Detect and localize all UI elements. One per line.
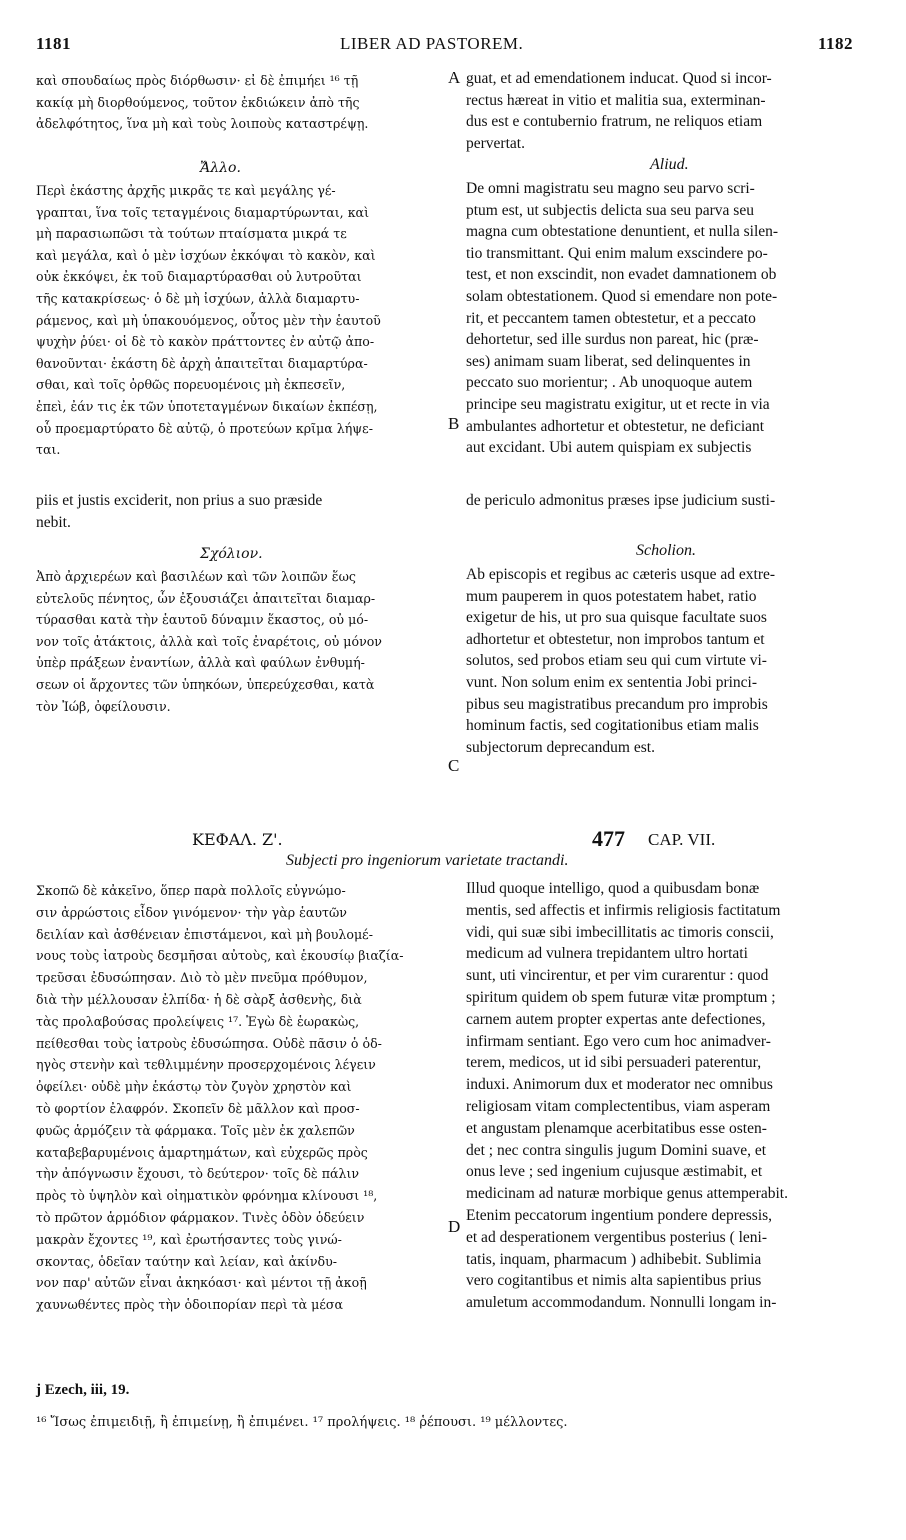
text-line: magna cum obtestatione denuntient, et nulla silen-	[466, 223, 779, 241]
text-line: mum pauperem in quos potestatem habet, ratio	[466, 587, 757, 605]
text-line: σθαι, καὶ τοῖς ὀρθῶς πορευομένοις μὴ ἐκπεσεῖν,	[36, 377, 346, 393]
text-line: οὗ προεμαρτύρατο δὲ αὐτῷ, ὁ προτεύων κρῖμα λήψε-	[36, 420, 373, 436]
text-line: τὰς προλαβούσας προλείψεις ¹⁷. Ἐγὼ δὲ ἑωρακὼς,	[36, 1013, 360, 1029]
text-line: ἀδελφότητος, ἵνα μὴ καὶ τοὺς λοιποὺς καταστρέψῃ.	[36, 116, 369, 132]
text-line: spiritum quidem ob spem futuræ vitæ promptum ;	[466, 988, 776, 1006]
text-line: Σκοπῶ δὲ κἀκεῖνο, ὅπερ παρὰ πολλοῖς εὐγνώμο-	[36, 883, 346, 898]
text-line: pibus seu magistratibus precandum pro improbis	[466, 695, 768, 713]
text-line: καταβεβαρυμένοις ἁμαρτημάτων, καὶ εὐχερῶς πρὸς	[36, 1144, 368, 1160]
latin-aliud-title: Aliud.	[650, 156, 689, 173]
text-line: principe seu magistratu exigitur, ut et recte in via	[466, 395, 770, 413]
text-line: rit, et peccantem tamen obtestetur, et a peccato	[466, 309, 756, 327]
text-line: onus leve ; sed ingenium cujusque æstimabit, et	[466, 1163, 763, 1181]
text-line: τὴν ἀπόγνωσιν ἔχουσι, τὸ δεύτερον· τοῖς δὲ πάλιν	[36, 1166, 360, 1182]
text-line: ambulantes adhortetur et obtestetur, ne deficiant	[466, 417, 765, 435]
text-line: carnem autem propter expertas ante defectiones,	[466, 1010, 766, 1028]
text-line: vidi, qui suæ sibi imbecillitatis ac timoris conscii,	[466, 923, 774, 941]
text-line: καὶ σπουδαίως πρὸς διόρθωσιν· εἰ δὲ ἐπιμήει ¹⁶ τῇ	[36, 73, 359, 88]
text-line: sunt, uti vincirentur, et per vim curarentur : quod	[466, 967, 769, 985]
text-line: ψυχὴν ῥύει· οἱ δὲ τὸ κακὸν πράττοντες ἐν αὐτῷ ἀπο-	[36, 334, 375, 350]
latin-scholion-column	[466, 564, 870, 758]
text-line: Ab episcopis et regibus ac cæteris usque ad extre-	[466, 566, 776, 583]
text-line: medicum ad vulnera trepidantem ultro hortati	[466, 945, 748, 963]
margin-marker-c: C	[448, 756, 460, 775]
footnote-latin-reference: j Ezech, iii, 19.	[36, 1382, 130, 1398]
text-line: νον τοῖς ἀτάκτοις, ἀλλὰ καὶ τοῖς ἐναρέτοις, οὐ μόνον	[36, 633, 382, 649]
text-line: ὀφείλει· οὐδὲ μὴν ἑκάστῳ τὸν ζυγὸν χρηστὸν καὶ	[36, 1079, 352, 1095]
text-line: det ; nec contra singulis jugum Domini suave, et	[466, 1141, 767, 1159]
text-line: adhortetur et obtestetur, non improbos tantum et	[466, 630, 765, 648]
text-line: induxi. Animorum dux et moderator nec omnibus	[466, 1076, 773, 1094]
page-number-right: 1182	[818, 34, 854, 53]
text-line: pervertat.	[466, 134, 525, 152]
text-line: vunt. Non solum enim ex sententia Jobi princi-	[466, 673, 758, 691]
chapter-greek-heading: ΚΕΦΑΛ. Ζ'.	[192, 830, 283, 849]
latin-top-column	[466, 68, 870, 154]
greek-chapter-column	[36, 880, 446, 1316]
text-line: Etenim peccatorum ingentium pondere depressis,	[466, 1206, 773, 1224]
text-line: hominum factis, sed cogitationibus etiam malis	[466, 717, 759, 735]
text-line: terem, medicos, ut id sibi persuaderi paterentur,	[466, 1054, 762, 1072]
text-line: τὸν Ἰώβ, ὀφείλουσιν.	[36, 698, 171, 714]
text-line: solam obtestationem. Quod si emendare non pote-	[466, 287, 778, 305]
text-line: subjectorum deprecandum est.	[466, 738, 655, 756]
greek-scholion-column	[36, 566, 446, 717]
margin-marker-b: B	[448, 414, 460, 433]
text-line: tatis, inquam, pharmacum ) adhibebit. Sublimia	[466, 1250, 762, 1268]
text-line: De omni magistratu seu magno seu parvo scri-	[466, 180, 755, 197]
text-line: τῆς κατακρίσεως· ὁ δὲ μὴ ἰσχύων, ἀλλὰ διαμαρτυ-	[36, 290, 360, 306]
text-line: οὐκ ἐκκόψει, ἐκ τοῦ διαμαρτύρασθαι οὐ λυτροῦται	[36, 269, 362, 285]
text-line: τὸ πρῶτον ἁρμόδιον φάρμακον. Τινὲς ὁδὸν ὁδεύειν	[36, 1209, 365, 1225]
text-line: mentis, sed affectis et infirmis religiosis factitatum	[466, 901, 781, 919]
text-line: πείθεσθαι τοὺς ἰατροὺς ἐδυσώπησα. Οὐδὲ πᾶσιν ὁ ὁδ-	[36, 1035, 382, 1051]
text-line: τὸ φορτίον ἐλαφρόν. Σκοπεῖν δὲ μᾶλλον καὶ προσ-	[36, 1100, 360, 1116]
greek-allo-column	[36, 180, 446, 461]
text-line: dehortetur, sed ille surdus non pareat, hic (præ-	[466, 331, 759, 349]
chapter-subtitle: Subjecti pro ingeniorum varietate tractandi.	[286, 852, 569, 869]
greek-allo-title: Ἄλλο.	[200, 160, 241, 176]
text-line: guat, et ad emendationem inducat. Quod si incor-	[466, 70, 772, 87]
text-line: religiosam vitam complectentibus, viam asperam	[466, 1097, 771, 1115]
text-line: εὐτελοῦς πένητος, ὧν ἐξουσιάζει ἀπαιτεῖται διαμαρ-	[36, 590, 376, 606]
span-line-right: de periculo admonitus præses ipse judicium susti-	[466, 492, 776, 509]
text-line: τύρασθαι κατὰ τὴν ἑαυτοῦ δύναμιν ἕκαστος, οὐ μό-	[36, 612, 369, 628]
text-line: ται.	[36, 442, 61, 458]
margin-marker-a: A	[448, 68, 461, 87]
text-line: τρεῦσαι ἐδυσώπησαν. Διὸ τὸ μὲν πνεῦμα πρόθυμον,	[36, 970, 368, 986]
chapter-number: 477	[592, 826, 625, 851]
latin-chapter-column	[466, 878, 870, 1314]
text-line: ὑπὲρ πράξεων ἐναντίων, ἀλλὰ καὶ φαύλων ἐνθυμή-	[36, 655, 365, 671]
text-line: γραπται, ἵνα τοῖς τεταγμένοις διαμαρτύρωνται, καὶ	[36, 204, 370, 220]
text-line: σκοντας, ὁδεῖαν ταύτην καὶ λείαν, καὶ ἀκίνδυ-	[36, 1253, 338, 1269]
text-line: καὶ μεγάλα, καὶ ὁ μὲν ἰσχύων ἐκκόψαι τὸ κακὸν, καὶ	[36, 247, 376, 263]
text-line: solutos, sed probos etiam seu qui cum virtute vi-	[466, 652, 767, 670]
text-line: μὴ παρασιωπῶσι τὰ τούτων πταίσματα μικρά τε	[36, 226, 347, 242]
text-line: ptum est, ut subjectis delicta sua seu parva seu	[466, 201, 754, 219]
margin-marker-d: D	[448, 1217, 461, 1236]
text-line: νον παρ' αὐτῶν εἶναι ἀκηκόασι· καὶ μέντοι τῇ ἀκοῇ	[36, 1275, 367, 1291]
text-line: Ἀπὸ ἀρχιερέων καὶ βασιλέων καὶ τῶν λοιπῶν ἕως	[36, 569, 356, 584]
text-line: exigetur de his, ut pro sua quisque facultate suos	[466, 609, 767, 627]
text-line: μακρὰν ἔχοντες ¹⁹, καὶ ἐρωτήσαντες τοὺς γινώ-	[36, 1231, 342, 1247]
greek-top-column	[36, 70, 446, 135]
text-line: κακίᾳ μὴ διορθούμενος, τοῦτον ἐκδιώκειν ἀπὸ τῆς	[36, 94, 360, 110]
text-line: test, et non exscindit, non evadet damnationem ob	[466, 266, 777, 284]
text-line: θανοῦνται· ἑκάστη δὲ ἀρχὴ ἀπαιτεῖται διαμαρτύρα-	[36, 355, 368, 371]
latin-scholion-title: Scholion.	[636, 542, 696, 559]
footnote-greek-variants: ¹⁶ Ἴσως ἐπιμειδιῇ, ἢ ἐπιμείνῃ, ἢ ἐπιμένει. ¹⁷ προλήψεις. ¹⁸ ῥέπουσι. ¹⁹ μέλλοντες.	[36, 1415, 568, 1430]
text-line: dus est e contubernio fratrum, ne reliquos etiam	[466, 113, 763, 131]
text-line: vero cogitantibus et nimis alta sapientibus prius	[466, 1272, 762, 1290]
text-line: peccato suo morientur; . Ab unoquoque autem	[466, 374, 753, 392]
text-line: σιν ἀρρώστοις εἶδον γινόμενον· τὴν γὰρ ἑαυτῶν	[36, 904, 347, 920]
text-line: medicinam ad naturæ morbique genus attemperabit.	[466, 1185, 788, 1203]
text-line: rectus hæreat in vitio et malitia sua, exterminan-	[466, 91, 766, 109]
latin-aliud-column	[466, 178, 870, 459]
text-line: amuletum accommodandum. Nonnulli longam in-	[466, 1294, 777, 1312]
text-line: aut excidant. Ubi autem quispiam ex subjectis	[466, 439, 752, 457]
text-line: φυῶς ἁρμόζειν τὰ φάρμακα. Τοῖς μὲν ἐκ χαλεπῶν	[36, 1122, 355, 1138]
text-line: ses) animam suam liberat, sed delinquentes in	[466, 352, 751, 370]
text-line: ηγὸς στενὴν καὶ τεθλιμμένην προσερχομένοις λέγειν	[36, 1057, 376, 1073]
text-line: Illud quoque intelligo, quod a quibusdam bonæ	[466, 880, 760, 897]
text-line: σεων οἱ ἄρχοντες τῶν ὑπηκόων, ὑπερεύχεσθαι, κατὰ	[36, 676, 375, 692]
text-line: et angustam plenamque acerbitatibus esse osten-	[466, 1119, 767, 1137]
text-line: ἐπεὶ, ἐάν τις ἐκ τῶν ὑποτεταγμένων δικαίων ἐκπέσῃ,	[36, 398, 378, 414]
greek-scholion-title: Σχόλιον.	[200, 546, 263, 562]
text-line: χαυνωθέντες πρὸς τὴν ὁδοιπορίαν περὶ τὰ μέσα	[36, 1297, 343, 1313]
text-line: διὰ τὴν μέλλουσαν ἐλπίδα· ἡ δὲ σὰρξ ἀσθενὴς, διὰ	[36, 991, 362, 1007]
text-line: ράμενος, καὶ μὴ ὑπακουόμενος, οὗτος μὲν τὴν ἑαυτοῦ	[36, 312, 381, 328]
text-line: infirmam sentiant. Ego vero cum hoc animadver-	[466, 1032, 771, 1050]
text-line: tio transmittant. Qui enim malum exscindere po-	[466, 244, 768, 262]
page-number-left: 1181	[36, 34, 72, 53]
text-line: νους τοὺς ἰατροὺς δεσμῆσαι αὐτοὺς, καὶ ἑκουσίῳ βιαζία-	[36, 948, 404, 964]
text-line: πρὸς τὸ ὑψηλὸν καὶ οἰηματικὸν φρόνημα κλίνουσι ¹⁸,	[36, 1188, 378, 1204]
text-line: δειλίαν καὶ ἀσθένειαν ἐπιστάμενοι, καὶ μὴ βουλομέ-	[36, 926, 373, 942]
span-line-left: piis et justis exciderit, non prius a suo præside nebit.	[36, 492, 323, 531]
chapter-latin-heading: CAP. VII.	[648, 830, 716, 849]
text-line: Περὶ ἑκάστης ἀρχῆς μικρᾶς τε καὶ μεγάλης γέ-	[36, 183, 336, 198]
text-line: et ad desperationem vergentibus posterius ( leni-	[466, 1228, 768, 1246]
running-title: LIBER AD PASTOREM.	[340, 34, 524, 53]
